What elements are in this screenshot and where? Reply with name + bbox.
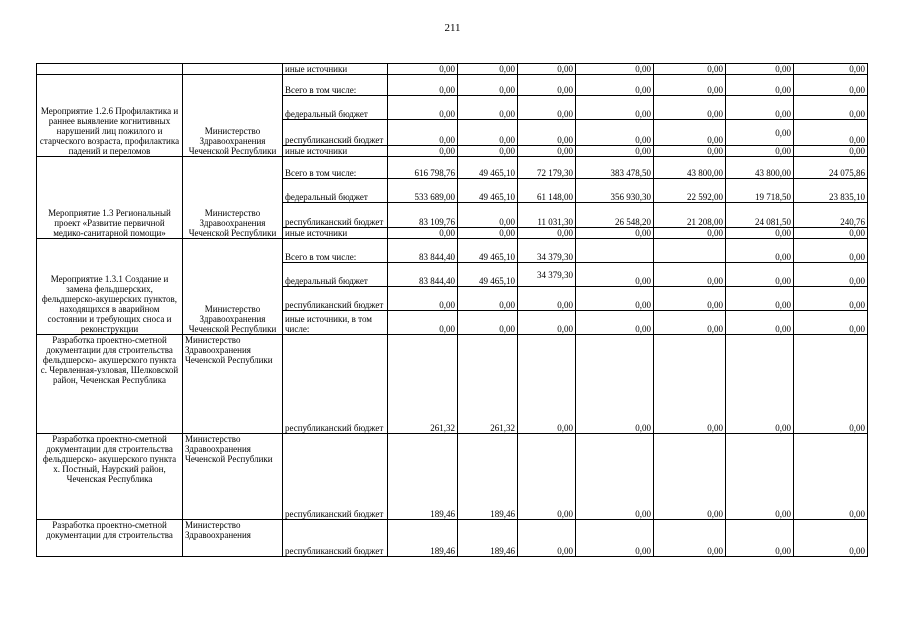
value-cell: 0,00 [726, 311, 794, 335]
value-cell: 49 465,10 [458, 239, 518, 263]
value-cell: 0,00 [576, 434, 654, 520]
value-cell: 0,00 [388, 311, 458, 335]
value-cell: 0,00 [576, 287, 654, 311]
source-cell: Всего в том числе: [283, 157, 388, 179]
value-cell: 34 379,30 [518, 263, 576, 287]
value-cell: 0,00 [518, 335, 576, 434]
source-cell: республиканский бюджет [283, 203, 388, 228]
value-cell: 0,00 [726, 520, 794, 557]
value-cell: 0,00 [726, 75, 794, 96]
value-cell: 0,00 [576, 96, 654, 120]
value-cell: 0,00 [726, 146, 794, 157]
value-cell: 24 075,86 [794, 157, 868, 179]
value-cell: 0,00 [518, 311, 576, 335]
value-cell: 0,00 [458, 228, 518, 239]
measure-name-cell: Мероприятие 1.2.6 Профилактика и раннее выявление когнитивных нарушений лиц пожилого и старческого возраста, профилактика падений и переломов [37, 75, 183, 157]
table-row [37, 64, 868, 75]
value-cell: 0,00 [794, 120, 868, 146]
value-cell: 261,32 [458, 335, 518, 434]
table-row [37, 75, 868, 96]
value-cell: 0,00 [518, 96, 576, 120]
value-cell: 11 031,30 [518, 203, 576, 228]
value-cell: 0,00 [794, 287, 868, 311]
source-cell: федеральный бюджет [283, 96, 388, 120]
executor-cell: Министерство Здравоохранения Чеченской Республики [183, 335, 283, 434]
value-cell: 0,00 [518, 146, 576, 157]
value-cell: 83 844,40 [388, 263, 458, 287]
measure-name-cell: Мероприятие 1.3.1 Создание и замена фельдшерских, фельдшерско-акушерских пунктов, находящихся в аварийном состоянии и требующих сноса и реконструкции [37, 239, 183, 335]
value-cell: 0,00 [794, 75, 868, 96]
table-row [37, 335, 868, 434]
value-cell: 0,00 [458, 75, 518, 96]
value-cell: 0,00 [794, 434, 868, 520]
value-cell: 0,00 [726, 228, 794, 239]
value-cell: 0,00 [458, 96, 518, 120]
value-cell: 0,00 [794, 520, 868, 557]
value-cell: 0,00 [726, 239, 794, 263]
measure-name-cell: Мероприятие 1.3 Региональный проект «Развитие первичной медико-санитарной помощи» [37, 157, 183, 239]
source-cell: иные источники [283, 146, 388, 157]
value-cell: 0,00 [388, 64, 458, 75]
value-cell: 83 109,76 [388, 203, 458, 228]
value-cell: 0,00 [518, 75, 576, 96]
value-cell: 72 179,30 [518, 157, 576, 179]
value-cell: 0,00 [518, 228, 576, 239]
value-cell: 0,00 [576, 263, 654, 287]
measure-name-cell: Разработка проектно-сметной документации для строительства фельдшерско- акушерского пункта х. Постный, Наурский район, Чеченская Республика [37, 434, 183, 520]
source-cell: федеральный бюджет [283, 263, 388, 287]
value-cell: 0,00 [388, 146, 458, 157]
value-cell: 21 208,00 [654, 203, 726, 228]
value-cell: 0,00 [388, 75, 458, 96]
measure-name-cell: Разработка проектно-сметной документации для строительства фельдшерско- акушерского пункта с. Червленная-узловая, Шелковской район, Чеченская Республика [37, 335, 183, 434]
value-cell: 0,00 [794, 146, 868, 157]
source-cell: иные источники [283, 64, 388, 75]
value-cell: 0,00 [726, 335, 794, 434]
budget-table [36, 63, 868, 557]
executor-cell: Министерство Здравоохранения [183, 520, 283, 557]
value-cell: 0,00 [458, 311, 518, 335]
value-cell: 0,00 [576, 146, 654, 157]
table-row [37, 239, 868, 263]
source-cell: республиканский бюджет [283, 120, 388, 146]
value-cell: 189,46 [458, 520, 518, 557]
value-cell: 0,00 [458, 64, 518, 75]
value-cell: 0,00 [388, 120, 458, 146]
value-cell: 0,00 [576, 520, 654, 557]
value-cell: 0,00 [576, 335, 654, 434]
value-cell: 0,00 [794, 311, 868, 335]
value-cell: 0,00 [458, 203, 518, 228]
value-cell: 0,00 [576, 64, 654, 75]
value-cell: 0,00 [518, 434, 576, 520]
value-cell: 22 592,00 [654, 179, 726, 203]
value-cell: 0,00 [794, 239, 868, 263]
executor-cell: Министерство Здравоохранения Чеченской Республики [183, 434, 283, 520]
value-cell: 0,00 [576, 311, 654, 335]
value-cell: 0,00 [726, 64, 794, 75]
table-row [37, 157, 868, 179]
table-row [37, 520, 868, 557]
source-cell: Всего в том числе: [283, 239, 388, 263]
executor-cell: Министерство Здравоохранения Чеченской Республики [183, 157, 283, 239]
value-cell: 34 379,30 [518, 239, 576, 263]
value-cell: 0,00 [518, 287, 576, 311]
value-cell: 0,00 [726, 96, 794, 120]
value-cell: 0,00 [726, 120, 794, 146]
value-cell: 49 465,10 [458, 263, 518, 287]
value-cell: 49 465,10 [458, 157, 518, 179]
value-cell: 0,00 [794, 263, 868, 287]
value-cell: 19 718,50 [726, 179, 794, 203]
value-cell: 0,00 [654, 287, 726, 311]
value-cell: 43 800,00 [726, 157, 794, 179]
value-cell: 0,00 [458, 120, 518, 146]
value-cell: 0,00 [576, 120, 654, 146]
value-cell: 24 081,50 [726, 203, 794, 228]
value-cell: 533 689,00 [388, 179, 458, 203]
name-cell [37, 64, 183, 75]
value-cell: 83 844,40 [388, 239, 458, 263]
source-cell: иные источники, в том числе: [283, 311, 388, 335]
value-cell: 0,00 [518, 64, 576, 75]
value-cell: 189,46 [388, 520, 458, 557]
source-cell: федеральный бюджет [283, 179, 388, 203]
executor-cell [183, 64, 283, 75]
value-cell: 0,00 [654, 520, 726, 557]
value-cell: 189,46 [458, 434, 518, 520]
value-cell: 383 478,50 [576, 157, 654, 179]
source-cell: республиканский бюджет [283, 520, 388, 557]
source-cell: Всего в том числе: [283, 75, 388, 96]
executor-cell: Министерство Здравоохранения Чеченской Республики [183, 239, 283, 335]
value-cell: 61 148,00 [518, 179, 576, 203]
value-cell: 23 835,10 [794, 179, 868, 203]
value-cell: 0,00 [654, 311, 726, 335]
source-cell: иные источники [283, 228, 388, 239]
value-cell: 0,00 [726, 287, 794, 311]
value-cell: 49 465,10 [458, 179, 518, 203]
value-cell: 0,00 [654, 146, 726, 157]
value-cell [654, 239, 726, 263]
measure-name-cell: Разработка проектно-сметной документации для строительства [37, 520, 183, 557]
source-cell: республиканский бюджет [283, 434, 388, 520]
value-cell: 0,00 [518, 520, 576, 557]
value-cell: 0,00 [576, 228, 654, 239]
table-row [37, 434, 868, 520]
value-cell: 0,00 [654, 263, 726, 287]
value-cell: 240,76 [794, 203, 868, 228]
value-cell: 0,00 [654, 64, 726, 75]
value-cell: 0,00 [794, 335, 868, 434]
value-cell: 0,00 [654, 120, 726, 146]
value-cell: 0,00 [458, 287, 518, 311]
value-cell: 0,00 [654, 96, 726, 120]
value-cell: 0,00 [654, 228, 726, 239]
source-cell: республиканский бюджет [283, 287, 388, 311]
value-cell: 26 548,20 [576, 203, 654, 228]
table-body [37, 64, 868, 557]
value-cell: 0,00 [576, 75, 654, 96]
value-cell: 0,00 [726, 263, 794, 287]
value-cell: 0,00 [794, 96, 868, 120]
source-cell: республиканский бюджет [283, 335, 388, 434]
page-number: 211 [444, 22, 461, 34]
value-cell: 261,32 [388, 335, 458, 434]
value-cell: 0,00 [388, 96, 458, 120]
value-cell: 356 930,30 [576, 179, 654, 203]
value-cell: 0,00 [458, 146, 518, 157]
value-cell: 0,00 [388, 228, 458, 239]
value-cell: 0,00 [654, 434, 726, 520]
value-cell: 0,00 [518, 120, 576, 146]
executor-cell: Министерство Здравоохранения Чеченской Республики [183, 75, 283, 157]
value-cell: 616 798,76 [388, 157, 458, 179]
value-cell: 0,00 [654, 75, 726, 96]
value-cell: 0,00 [794, 228, 868, 239]
value-cell: 43 800,00 [654, 157, 726, 179]
value-cell [576, 239, 654, 263]
value-cell: 0,00 [388, 287, 458, 311]
value-cell: 189,46 [388, 434, 458, 520]
value-cell: 0,00 [726, 434, 794, 520]
value-cell: 0,00 [794, 64, 868, 75]
value-cell: 0,00 [654, 335, 726, 434]
